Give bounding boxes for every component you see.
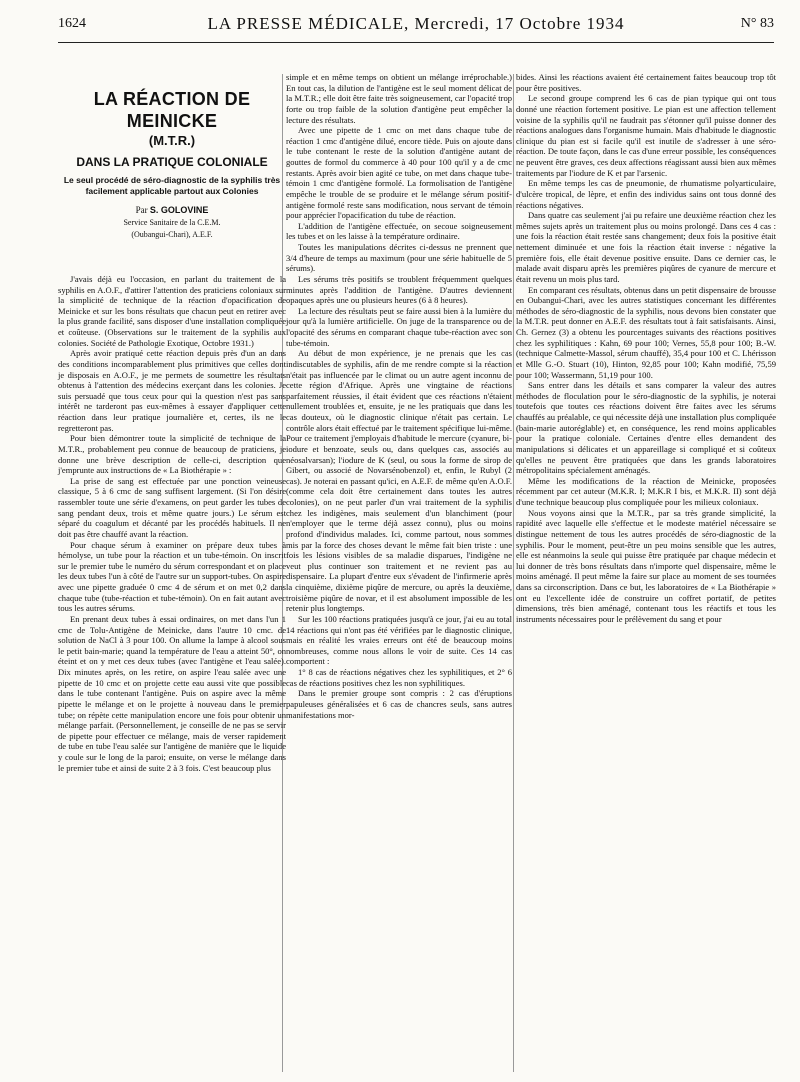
- paragraph: Sans entrer dans les détails et sans comparer la valeur des autres méthodes de floculation pour le séro-diagnostic de la syphilis, je noterai toutefois que toutes ces réactions doivent être faites avec les sérums chauffés au préalable, ce qui nécessite déjà une installation plus compliquée (bain-marie autoréglable) et, en conséquence, les rend moins applicables pour la pratique coloniale. Certaines d'entre elles demandent des manipulations si délicates et un appareillage si compliqué et si coûteux qu'elles ne peuvent être pratiquées que dans les grands laboratoires métropolitains spécialement aménagés.: [516, 380, 776, 476]
- paragraph: Nous voyons ainsi que la M.T.R., par sa très grande simplicité, la rapidité avec laquelle elle s'effectue et le modeste matériel nécessaire se distingue nettement de tous les autres procédés de séro-diagnostic de la syphilis. Pour le moment, peut-être un peu moins sensible que les autres, elle est néanmoins la seule qui puisse être pratiquée par chaque médecin et lui donner de très bons résultats dans n'importe quel dispensaire, même le moins aménagé. Il peut même la faire sur place au moment de ses tournées dans sa circonscription. Dans ce but, les laboratoires de « La Biothérapie » ont eu l'excellente idée de construire un coffret portatif, de petites dimensions, très bien aménagé, contenant tous les réactifs et tous les instruments nécessaires pour le prélèvement du sang et pour: [516, 507, 776, 624]
- paragraph: Dans le premier groupe sont compris : 2 cas d'éruptions papuleuses généralisées et 6 cas de chancres seuls, sans autres manifestations mor-: [286, 688, 512, 720]
- page-header: [58, 14, 774, 43]
- author-affiliation-2: (Oubangui-Chari), A.E.F.: [131, 229, 213, 239]
- author-prefix: Par: [135, 205, 148, 216]
- paragraph: Toutes les manipulations décrites ci-dessus ne prennent que 3/4 d'heure de temps au maximum (pour une série habituelle de 5 sérums).: [286, 242, 512, 274]
- paragraph: La prise de sang est effectuée par une ponction veineuse classique, 5 à 6 cmc de sang suffisent largement. (Si l'on désire rassembler toute une série d'examens, on peut garder les tubes de sang pendant deux, trois et même quatre jours.) Le sérum est séparé du coagulum et décanté par les procédés habituels. Il ne doit pas être chauffé avant la réaction.: [58, 475, 286, 539]
- paragraph: bides. Ainsi les réactions avaient été certainement faites beaucoup trop tôt pour être positives.: [516, 72, 776, 93]
- article-title-abbrev: (M.T.R.): [148, 133, 196, 148]
- article-subtitle: DANS LA PRATIQUE COLONIALE: [76, 154, 268, 169]
- issue-number: N° 83: [740, 16, 774, 31]
- column-3: [516, 72, 776, 625]
- column-2: [286, 72, 512, 720]
- paragraph: Pour bien démontrer toute la simplicité de technique de la M.T.R., probablement peu connue de beaucoup de praticiens, je donne une brève description de celle-ci, description que j'emprunte aux instructions de « La Biothérapie » :: [58, 433, 286, 476]
- column-1: [58, 72, 286, 773]
- paragraph: Dans quatre cas seulement j'ai pu refaire une deuxième réaction chez les mêmes sujets après un traitement plus ou moins prolongé. Dans ces 4 cas : une fois la réaction était restée sans changement; deux fois la positive était nettement diminuée et une fois la réaction était inverse : négative la première fois, elle était devenue positive ensuite. Dans ce dernier cas, le malade avait disparu après les premières piqûres de cyanure de mercure et était revenu un mois plus tard.: [516, 210, 776, 284]
- author-affiliation-1: Service Sanitaire de la C.E.M.: [123, 217, 221, 227]
- paragraph: Après avoir pratiqué cette réaction depuis près d'un an dans des conditions incomparablement plus primitives que celles dont je disposais en A.O.F., je me permets de soumettre les résultats obtenus à l'attention des médecins exerçant dans les colonies. Je suis persuadé que tous ceux pour qui la question n'est pas sans intérêt ne tarderont pas eux-mêmes à essayer d'appliquer cette réaction dans leur pratique journalière et, certes, ils ne le regretteront pas.: [58, 348, 286, 433]
- article-lead: Le seul procédé de séro-diagnostic de la syphilis très facilement applicable partout aux Colonies: [63, 175, 281, 197]
- article-author-line: [58, 205, 286, 216]
- author-name: S. GOLOVINE: [149, 205, 209, 216]
- title-spacer: [58, 246, 286, 274]
- paragraph: L'addition de l'antigène effectuée, on secoue soigneusement les tubes et on les laisse à la température ordinaire.: [286, 220, 512, 242]
- article-title: LA RÉACTION DE MEINICKE: [93, 89, 251, 131]
- paragraph: J'avais déjà eu l'occasion, en parlant du traitement de la syphilis en A.O.F., d'attirer l'attention des praticiens coloniaux sur la simplicité de technique de la réaction d'opacification de Meinicke et sur les bons résultats que chacun peut en retirer avec la plus grande facilité, sans disposer d'une installation compliquée et coûteuse. (Observations sur le traitement de la syphilis aux colonies. Société de Pathologie Exotique, Octobre 1931.): [58, 273, 286, 348]
- paragraph: En même temps les cas de pneumonie, de rhumatisme polyarticulaire, d'ulcère tropical, de lèpre, et enfin des individus sains ont tous donné des réactions négatives.: [516, 178, 776, 210]
- paragraph: 1° 8 cas de réactions négatives chez les syphilitiques, et 2° 6 cas de réactions positives chez les non syphilitiques.: [286, 667, 512, 688]
- journal-title: LA PRESSE MÉDICALE, Mercredi, 17 Octobre 1934: [207, 14, 625, 33]
- paragraph: Avec une pipette de 1 cmc on met dans chaque tube de réaction 1 cmc d'antigène dilué, encore tiède. Puis on ajoute dans le tube contenant le reste de la solution d'antigène autant de gouttes de formol du commerce à 40 pour 100 qu'il y a de cmc restants. Après avoir bien agité ce tube, on met dans chaque tube-témoin 1 cmc d'antigène formolé. La formolisation de l'antigène empêche le trouble de se produire et le mélange sérum positif-antigène formolé reste sans modification, nous servant de témoin pour apprécier l'opacification du tube de réaction.: [286, 125, 512, 221]
- paragraph: Au début de mon expérience, je ne prenais que les cas indiscutables de syphilis, afin de me rendre compte si la réaction n'était pas influencée par le climat ou un autre agent inconnu de cette région d'Afrique. Après une vingtaine de réactions parfaitement réussies, il était évident que ces réactions n'étaient nullement troublées et, ensuite, je ne les pratiquais que dans les cas douteux, où le diagnostic clinique n'était pas certain. Le contrôle alors était effectué par le traitement spécifique lui-même. Pour ce traitement j'employais d'habitude le mercure (cyanure, bi-iodure et benzoate, seuls ou, dans quelques cas, associés au néosalvarsan); l'iodure de K (seul, ou sous la forme de sirop de Gibert, ou associé de Novarsénobenzol) et, enfin, le Rubyl (2 cas). Je noterai en passant qu'ici, en A.E.F. de même qu'en A.O.F. (comme cela doit être certainement dans toutes les autres colonies), on ne peut parler d'un vrai traitement de la syphilis chez les indigènes, mais seulement d'un blanchiment (pour n'employer que le terme déjà assez connu), plus ou moins profond d'individus malades. Ici, comme partout, nous sommes mis par la force des choses devant le même fait bien triste : une fois les lésions visibles de sa maladie disparues, l'indigène ne veut plus continuer son traitement et ne revient pas au dispensaire. La plupart d'entre eux s'évadent de l'infirmerie après la cinquième, dixième piqûre de mercure, ou après la deuxième, troisième piqûre de novar, et il est absolument impossible de les retenir plus longtemps.: [286, 348, 512, 614]
- paragraph: simple et en même temps on obtient un mélange irréprochable.) En tout cas, la dilution de l'antigène est le seul moment délicat de la M.T.R.; elle doit être faite très soigneusement, car l'opacité trop forte ou trop faible de la solution d'antigène peut empêcher la lecture des résultats.: [286, 72, 512, 125]
- paragraph: La lecture des résultats peut se faire aussi bien à la lumière du jour qu'à la lumière artificielle. On juge de la transparence ou de l'opacité des sérums en comparant chaque tube-réaction avec son tube-témoin.: [286, 305, 512, 348]
- paragraph: Les sérums très positifs se troublent fréquemment quelques minutes après l'addition de l'antigène. D'autres deviennent opaques après une ou plusieurs heures (6 à 8 heures).: [286, 273, 512, 306]
- column-divider: [513, 74, 514, 1072]
- paragraph: Sur les 100 réactions pratiquées jusqu'à ce jour, j'ai eu au total 14 réactions qui n'ont pas été vérifiées par le diagnostic clinique, mais en réalité les vraies erreurs ont été de beaucoup moins nombreuses, comme nous allons le voir de suite. Ces 14 cas comportent :: [286, 613, 512, 667]
- paragraph: Pour chaque sérum à examiner on prépare deux tubes à hémolyse, un tube pour la réaction et un tube-témoin. On inscrit sur le premier tube le numéro du sérum correspondant et on place les deux tubes l'un à côté de l'autre sur un support-tubes. On aspire avec une pipette graduée 0 cmc 4 de sérum et on met 0,2 dans chaque tube (tube-réaction et tube-témoin). On en fait autant avec tous les autres sérums.: [58, 539, 286, 614]
- article-title-block: [58, 88, 286, 240]
- paragraph: Le second groupe comprend les 6 cas de pian typique qui ont tous donné une réaction fortement positive. Le pian est une affection tellement voisine de la syphilis qu'il ne faudrait pas s'étonner qu'il puisse donner des réactions analogues dans l'organisme humain. Mais d'habitude le diagnostic clinique du pian est si facile qu'il est inutile de s'adresser à une séro-réaction. De toute façon, dans le cas d'une erreur possible, les conséquences ne peuvent être graves, ces deux affections réagissant aussi bien aux mêmes traitements par l'iodure de K et par l'arsenic.: [516, 93, 776, 178]
- page-number: 1624: [58, 16, 86, 31]
- paragraph: En prenant deux tubes à essai ordinaires, on met dans l'un 1 cmc de Tolu-Antigène de Meinicke, dans l'autre 10 cmc. de solution de NaCl à 3 pour 100. On allume la lampe à alcool sous le petit bain-marie; quand la température de l'eau a atteint 50°, on éteint et on y met ces deux tubes (avec l'antigène et l'eau salée). Dix minutes après, on les retire, on aspire l'eau salée avec une pipette de 10 cmc et on projette cette eau aussi vite que possible dans le tube contenant l'antigène. Puis on aspire avec la même pipette le mélange et on le projette à nouveau dans le premier tube; on répète cette manipulation encore une fois pour obtenir un mélange parfait. (Personnellement, je conseille de ne pas se servir de pipette pour effectuer ce mélange, mais de verser rapidement de tube en tube l'eau salée sur l'antigène de manière que le liquide y coule sur le long de la paroi; ensuite, on verse le mélange dans le premier tube et ainsi de suite 2 à 3 fois. C'est beaucoup plus: [58, 613, 286, 773]
- paragraph: En comparant ces résultats, obtenus dans un petit dispensaire de brousse en Oubangui-Chari, avec les autres statistiques concernant les différentes méthodes de séro-diagnostic de la syphilis, nous devons bien constater que la M.T.R. peut donner en A.E.F. des résultats tout à fait satisfaisants. Ainsi, Ch. Gernez (3) a obtenu les pourcentages suivants des réactions positives chez les syphilitiques : Kahn, 69 pour 100; Vernes, 55,8 pour 100; B.-W. (technique Calmette-Massol, sérum chauffé), 35,4 pour 100 et C. Lhérisson et Mlle G.-O. Stuart (10), Hinton, 92,85 pour 100; Kahn modifié, 75,59 pour 100; Wassermann, 51,19 pour 100.: [516, 284, 776, 380]
- paragraph: Même les modifications de la réaction de Meinicke, proposées récemment par cet auteur (M.K.R. I; M.K.R I bis, et M.K.R. II) sont déjà d'une technique beaucoup plus compliquée pour les milieux coloniaux.: [516, 475, 776, 507]
